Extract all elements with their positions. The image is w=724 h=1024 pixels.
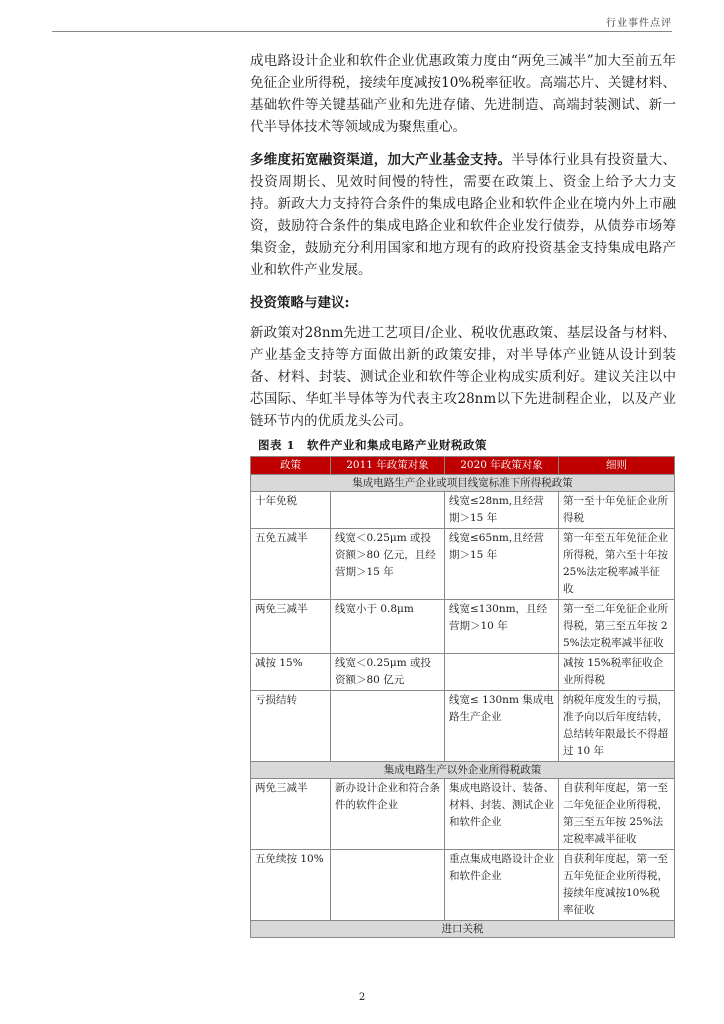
table-row	[251, 850, 675, 921]
policy-table	[250, 456, 675, 938]
column-header: 细则	[559, 457, 675, 475]
table-header-row	[251, 457, 675, 475]
table-row	[251, 691, 675, 762]
table-cell: 第一至二年免征企业所得税，第三至五年按 25%法定税率减半征收	[559, 600, 675, 654]
figure-caption: 图表 1 软件产业和集成电路产业财税政策	[258, 438, 488, 452]
table-cell: 线宽≤ 130nm 集成电路生产企业	[445, 691, 559, 762]
paragraph	[250, 50, 676, 138]
body-text	[250, 50, 676, 443]
table-row	[251, 529, 675, 600]
table-cell: 纳税年度发生的亏损，准予向以后年度结转，总结转年限最长不得超过 10 年	[559, 691, 675, 762]
table-row	[251, 600, 675, 654]
table-cell: 亏损结转	[251, 691, 331, 762]
table-cell: 第一年至五年免征企业所得税，第六至十年按 25%法定税率减半征收	[559, 529, 675, 600]
header-divider	[52, 31, 672, 32]
table-cell: 两免三减半	[251, 600, 331, 654]
column-header: 2011 年政策对象	[331, 457, 445, 475]
table-cell: 线宽≤28nm,且经营期＞15 年	[445, 492, 559, 529]
table-cell	[331, 850, 445, 921]
table-cell: 重点集成电路设计企业和软件企业	[445, 850, 559, 921]
section-title: 集成电路生产企业或项目线宽标准下所得税政策	[251, 475, 675, 492]
report-type-label: 行业事件点评	[606, 18, 672, 29]
table-cell	[331, 492, 445, 529]
table-cell: 减按 15%	[251, 654, 331, 691]
table-cell	[331, 691, 445, 762]
table-cell: 五免续按 10%	[251, 850, 331, 921]
table-row	[251, 492, 675, 529]
table-cell: 线宽≤130nm，且经营期＞10 年	[445, 600, 559, 654]
paragraph-lead: 多维度拓宽融资渠道，加大产业基金支持。	[250, 152, 512, 168]
paragraph-text: 成电路设计企业和软件企业优惠政策力度由“两免三减半”加大至前五年免征企业所得税，接续年度减按10%税率征收。高端芯片、关键材料、基础软件等关键基础产业和先进存储、先进制造、高端封装测试、新一代半导体技术等领域成为聚焦重心。	[250, 53, 676, 135]
paragraph-text: 半导体行业具有投资量大、投资周期长、见效时间慢的特性，需要在政策上、资金上给予大力支持。新政大力支持符合条件的集成电路企业和软件企业在境内外上市融资，鼓励符合条件的集成电路企业和软件企业发行债券，从债券市场筹集资金，鼓励充分利用国家和地方现有的政府投资基金支持集成电路产业和软件产业发展。	[250, 152, 676, 278]
table-cell: 自获利年度起，第一至二年免征企业所得税，第三至五年按 25%法定税率减半征收	[559, 779, 675, 850]
table-cell: 线宽≤65nm,且经营期＞15 年	[445, 529, 559, 600]
table-cell: 五免五减半	[251, 529, 331, 600]
table-cell: 集成电路设计、装备、材料、封装、测试企业和软件企业	[445, 779, 559, 850]
table-cell: 线宽＜0.25μm 或投资额＞80 亿元，且经营期＞15 年	[331, 529, 445, 600]
section-title: 进口关税	[251, 921, 675, 938]
table-cell: 十年免税	[251, 492, 331, 529]
column-header: 政策	[251, 457, 331, 475]
table-cell: 两免三减半	[251, 779, 331, 850]
table-cell: 减按 15%税率征收企业所得税	[559, 654, 675, 691]
strategy-heading: 投资策略与建议:	[250, 295, 350, 311]
section-row	[251, 921, 675, 938]
page-number: 2	[358, 992, 366, 1003]
table-cell: 线宽小于 0.8μm	[331, 600, 445, 654]
table-cell: 新办设计企业和符合条件的软件企业	[331, 779, 445, 850]
table-row	[251, 779, 675, 850]
table-cell: 第一至十年免征企业所得税	[559, 492, 675, 529]
table-row	[251, 654, 675, 691]
strategy-paragraph: 新政策对28nm先进工艺项目/企业、税收优惠政策、基层设备与材料、产业基金支持等方面做出新的政策安排，对半导体产业链从设计到装备、材料、封装、测试企业和软件等企业构成实质利好。建议关注以中芯国际、华虹半导体等为代表主攻28nm以下先进制程企业，以及产业链环节内的优质龙头公司。	[250, 325, 676, 429]
table-cell: 自获利年度起，第一至五年免征企业所得税，接续年度减按10%税率征收	[559, 850, 675, 921]
table-cell	[445, 654, 559, 691]
paragraph	[250, 149, 676, 281]
section-title: 集成电路生产以外企业所得税政策	[251, 762, 675, 779]
section-row	[251, 762, 675, 779]
table-cell: 线宽＜0.25μm 或投资额＞80 亿元	[331, 654, 445, 691]
section-row	[251, 475, 675, 492]
column-header: 2020 年政策对象	[445, 457, 559, 475]
